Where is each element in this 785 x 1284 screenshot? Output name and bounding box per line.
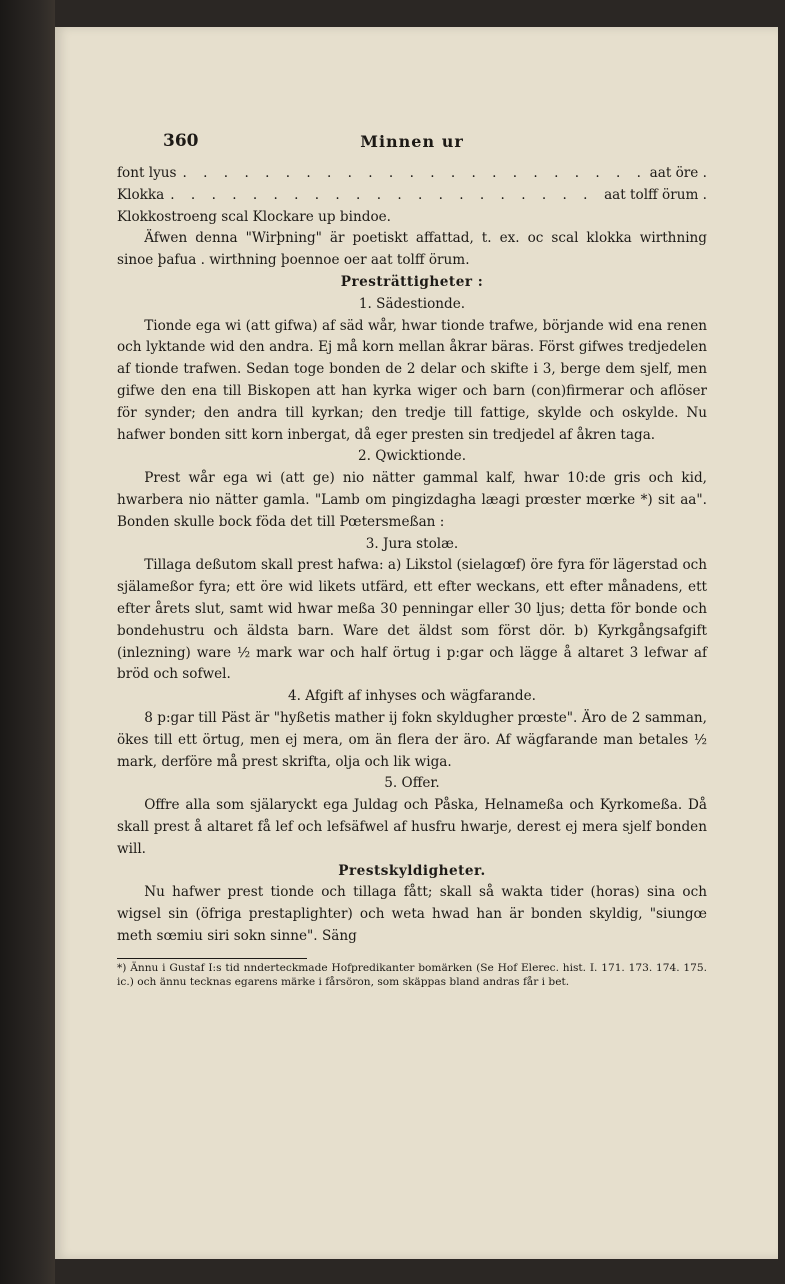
paragraph-qwicktionde: Prest wår ega wi (att ge) nio nätter gammal kalf, hwar 10:de gris och kid, hwarbera nio nätter gamla. "Lamb om pingizdagha læagi prœster mœrke *) sit aa". Bonden skulle bock föda det till Pœtersmeßan : — [117, 470, 707, 530]
paragraph-sadestionde: Tionde ega wi (att gifwa) af säd wår, hwar tionde trafwe, börjande wid ena renen och lyktande wid den andra. Ej må korn mellan åkrar bäras. Först gifwes tredjedelen af tionde trafwen. Sedan toge bonden de 2 delar och skifte i 3, berge dem sjelf, men gifwe den ena till Biskopen att han kyrka wiger och barn (con)firmerar och aflöser för synder; den andra till kyrkan; den tredje till fattige, skylde och oskylde. Nu hafwer bonden sitt korn inbergat, då eger presten sin tredjedel af åkren taga. — [117, 317, 707, 443]
paragraph-afwen: Äfwen denna "Wirþning" är poetiskt affattad, t. ex. oc scal klokka wirthning sinoe þafua . wirthning þoennoe oer aat tolff örum. — [117, 230, 707, 269]
paragraph-jura-stolae: Tillaga deßutom skall prest hafwa: a) Likstol (sielagœf) öre fyra för lägerstad och själameßor fyra; ett öre wid likets utfärd, ett efter weckans, ett efter månadens, ett efter årets slut, samt wid hwar meßa 30 penningar eller 30 ljus; detta för bonde och bondehustru och äldsta barn. Ware det äldst som först dör. b) Kyrkgångsafgift (inlezning) ware ½ mark war och half örtug i p:gar och lägge å altaret 3 lefwar af bröd och sofwel. — [117, 557, 707, 683]
paragraph-prestskyldigheter: Nu hafwer prest tionde och tillaga fått; skall så wakta tider (horas) sina och wigsel sin (öfriga prestaplighter) och weta hwad han är bonden skyldig, "siungœ meth sœmiu siri sokn sinne". Säng — [117, 884, 707, 944]
list-item-value: aat öre . — [649, 165, 707, 181]
heading-prestskyldigheter: Prestskyldigheter. — [338, 862, 486, 879]
paragraph-offer: Offre alla som själaryckt ega Juldag och Påska, Helnameßa och Kyrkomeßa. Då skall prest å altaret få lef och lefsäfwel af husfru hwarje, derest ej mera sjelf bonden will. — [117, 797, 707, 857]
list-line-lyus — [117, 163, 707, 185]
section-heading-2: 2. Qwicktionde. — [357, 448, 467, 465]
list-item-label: Klokka — [117, 186, 165, 203]
paragraph-afgift: 8 p:gar till Päst är "hyßetis mather ij fokn skyldugher prœste". Äro de 2 samman, ökes till ett örtug, men ej mera, om än flera der äro. Af wägfarande man betales ½ mark, derföre må prest skrifta, olja och lik wiga. — [117, 709, 707, 770]
book-spine-edge — [0, 0, 55, 1284]
text-line-klokkostroeng: Klokkostroeng scal Klockare up bindoe. — [117, 208, 391, 225]
heading-presttrattigheter: Presträttigheter : — [340, 273, 484, 290]
section-heading-1: 1. Sädestionde. — [358, 295, 466, 312]
list-item-value: aat tolff örum . — [604, 186, 707, 203]
page-header — [117, 131, 707, 163]
section-heading-5: 5. Offer. — [384, 775, 440, 792]
running-head: Minnen ur — [360, 132, 464, 151]
section-heading-3: 3. Jura stolæ. — [365, 535, 459, 552]
leader-dots — [164, 185, 604, 207]
list-line-klokka — [117, 185, 707, 207]
footnote-divider — [117, 958, 307, 959]
leader-dots — [177, 163, 650, 185]
list-item-label: font lyus — [117, 165, 177, 181]
book-page — [55, 27, 778, 1259]
footnote: *) Ännu i Gustaf I:s tid nnderteckmade Hofpredikanter bomärken (Se Hof Elerec. hist. I. 171. 173. 174. 175. ic.) och ännu tecknas egarens märke i fårsöron, som skäppas bland andras får i bet. — [117, 961, 707, 989]
page-number: 360 — [163, 131, 199, 151]
section-heading-4: 4. Afgift af inhyses och wägfarande. — [288, 688, 536, 705]
page-text — [117, 133, 707, 990]
